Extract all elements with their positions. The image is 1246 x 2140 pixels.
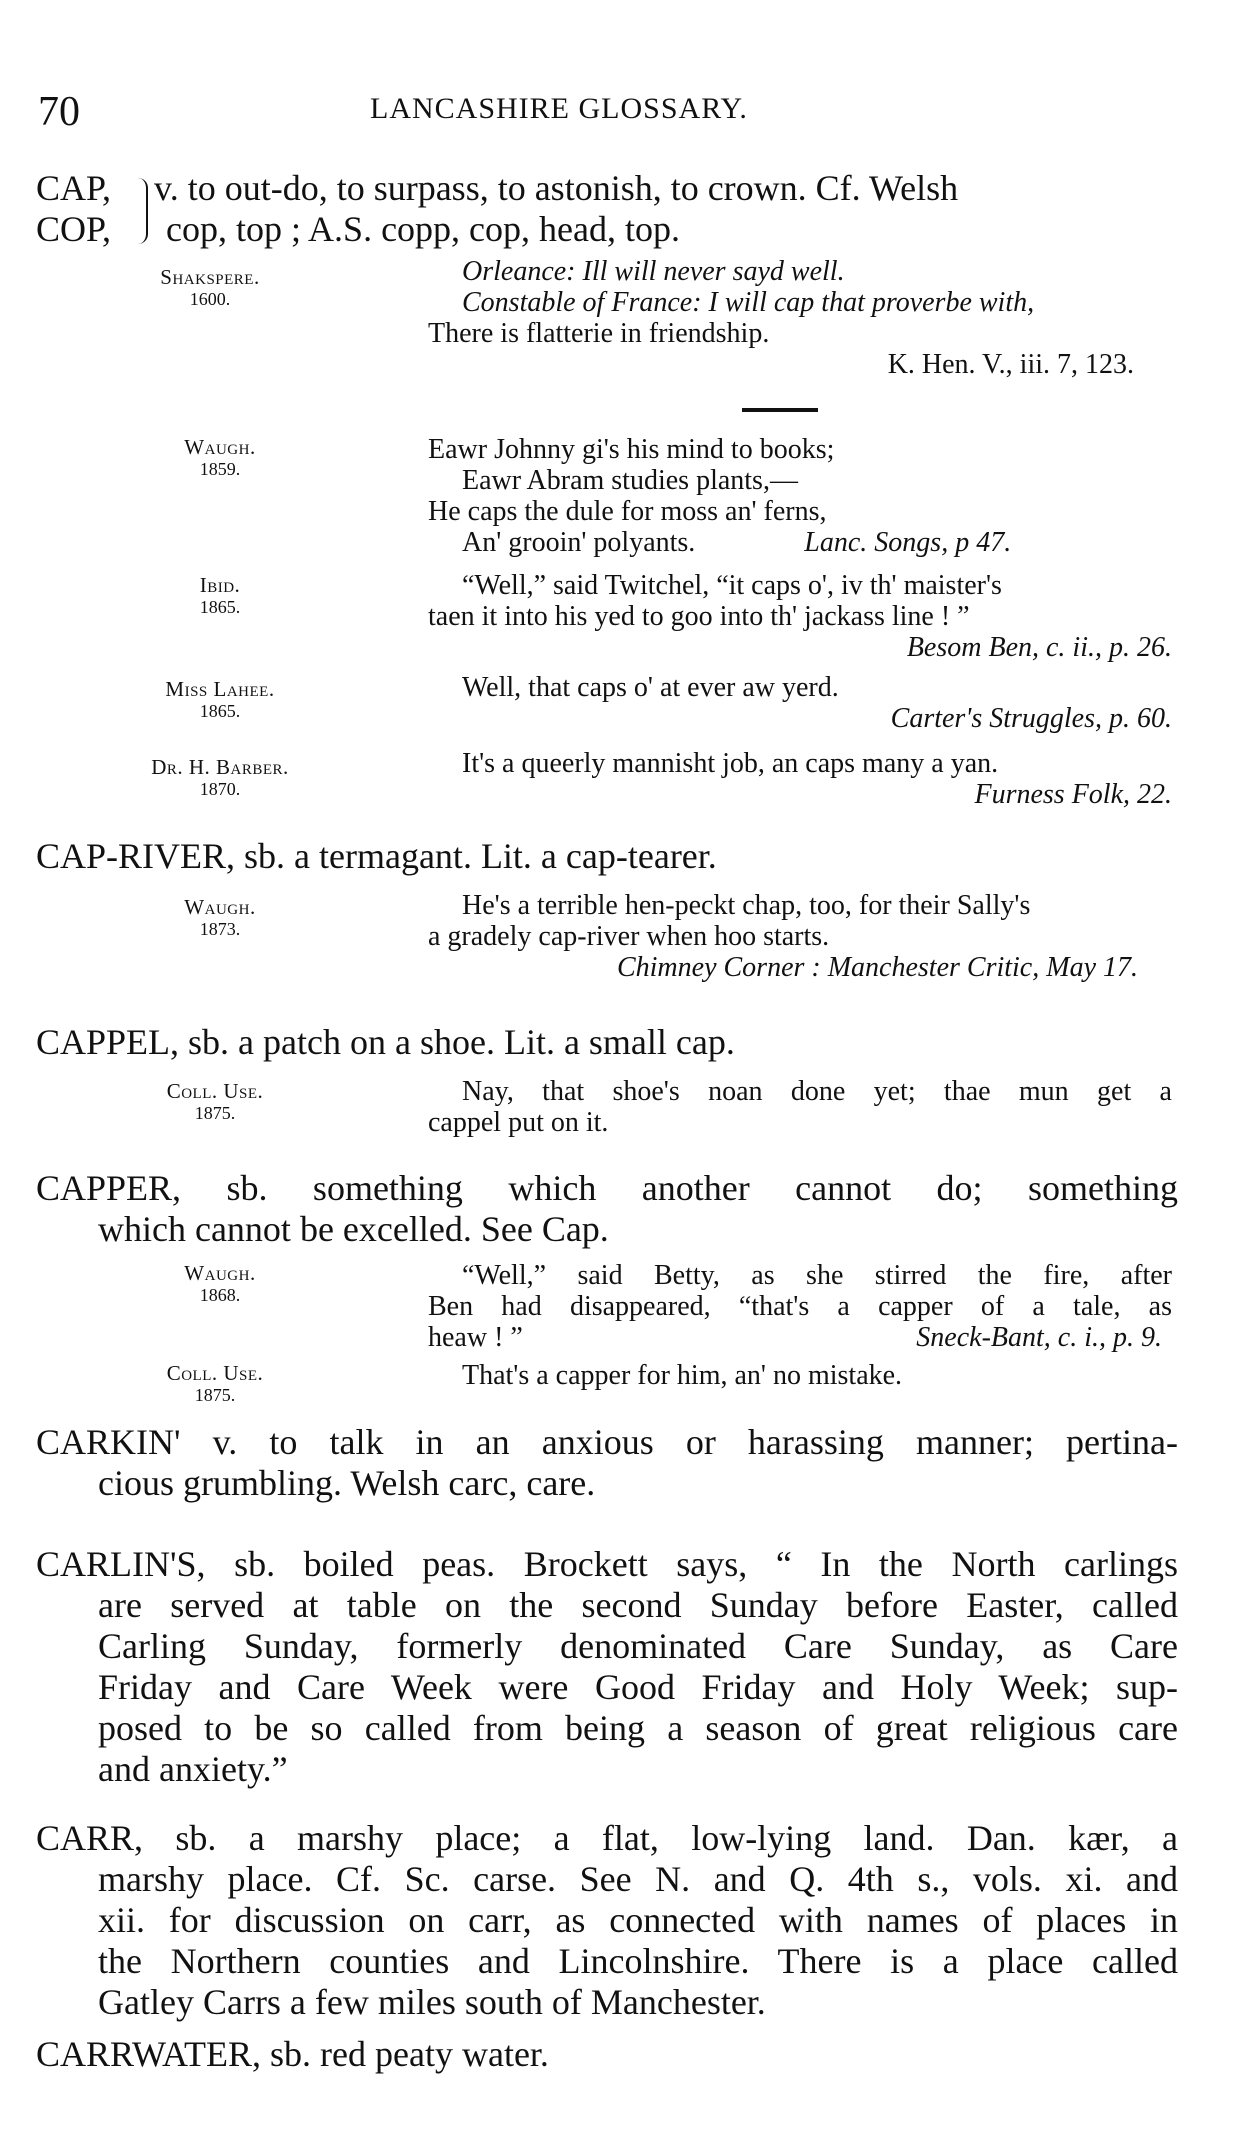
quote-line: An' grooin' polyants. Lanc. Songs, p 47. — [462, 527, 1012, 558]
quote-line: Eawr Johnny gi's his mind to books; — [428, 434, 835, 465]
entry-cap-definition: v. to out-do, to surpass, to astonish, to crown. Cf. Welsh — [154, 168, 959, 208]
citation-year: 1865. — [199, 597, 241, 617]
entry-capper-line1: CAPPER, sb. something which another cannot do; something — [36, 1168, 1178, 1208]
quote-line: Ben had disappeared, “that's a capper of a tale, as — [428, 1291, 1172, 1322]
entry-cappel — [36, 1022, 1178, 1063]
citation-year: 1859. — [199, 459, 241, 479]
entry-carr-line: CARR, sb. a marshy place; a flat, low-lying land. Dan. kær, a — [36, 1818, 1178, 1858]
quote-line: Eawr Abram studies plants,— — [462, 465, 798, 496]
entry-cap-river-line: CAP-RIVER, sb. a termagant. Lit. a cap-tearer. — [36, 836, 717, 876]
citation-coll-use-1875a — [150, 1080, 280, 1124]
entry-cap-etymology: cop, top ; A.S. copp, cop, head, top. — [166, 209, 680, 249]
entry-capper-line2: which cannot be excelled. See Cap. — [98, 1209, 609, 1249]
quote-line: That's a capper for him, an' no mistake. — [462, 1360, 903, 1391]
entry-cap — [36, 168, 1178, 250]
quote-line: Constable of France: I will cap that proverbe with, — [462, 287, 1035, 318]
quote-barber-1870 — [428, 748, 1172, 810]
quote-source: Lanc. Songs, p 47. — [804, 527, 1012, 558]
quote-line: He caps the dule for moss an' ferns, — [428, 496, 827, 527]
citation-author: Shakspere. — [160, 265, 260, 289]
citation-author: Waugh. — [184, 435, 256, 459]
citation-year: 1865. — [199, 701, 241, 721]
citation-year: 1875. — [194, 1385, 236, 1405]
quote-waugh-1868 — [428, 1260, 1172, 1353]
entry-carr-line: Gatley Carrs a few miles south of Manchester. — [98, 1982, 766, 2022]
citation-author: Coll. Use. — [166, 1079, 264, 1103]
quote-line: Orleance: Ill will never sayd well. — [462, 256, 845, 287]
running-title: LANCASHIRE GLOSSARY. — [370, 92, 748, 125]
entry-carkin-line2: cious grumbling. Welsh carc, care. — [98, 1463, 596, 1503]
entry-carlins — [36, 1544, 1178, 1790]
entry-carkin — [36, 1422, 1178, 1504]
citation-waugh-1873 — [165, 896, 275, 940]
entry-carr-line: xii. for discussion on carr, as connected with names of places in — [98, 1900, 1178, 1940]
entry-cap-line1 — [36, 168, 1178, 209]
citation-year: 1873. — [199, 919, 241, 939]
quote-line: “Well,” said Betty, as she stirred the fire, after — [462, 1260, 1172, 1291]
citation-author: Waugh. — [184, 895, 256, 919]
entry-carlins-line: posed to be so called from being a season of great religious care — [98, 1708, 1178, 1748]
quote-lahee-1865 — [428, 672, 1172, 734]
citation-author: Coll. Use. — [166, 1361, 264, 1385]
quote-shakspere — [428, 256, 1172, 380]
headword-cap: CAP, — [36, 168, 112, 208]
quote-coll-1875b — [428, 1360, 1172, 1391]
quote-line: taen it into his yed to goo into th' jackass line ! ” — [428, 601, 970, 632]
entry-carlins-line: Carling Sunday, formerly denominated Care Sunday, as Care — [98, 1626, 1178, 1666]
entry-carr-line: marshy place. Cf. Sc. carse. See N. and Q. 4th s., vols. xi. and — [98, 1859, 1178, 1899]
citation-ibid-1865 — [180, 574, 260, 618]
section-rule — [742, 408, 818, 412]
quote-line: Well, that caps o' at ever aw yerd. — [462, 672, 839, 703]
quote-line: It's a queerly mannisht job, an caps many a yan. — [462, 748, 999, 779]
citation-author: Dr. H. Barber. — [151, 755, 289, 779]
quote-ibid-1865 — [428, 570, 1172, 663]
entry-carr-line: the Northern counties and Lincolnshire. There is a place called — [98, 1941, 1178, 1981]
quote-line: Nay, that shoe's noan done yet; thae mun get a — [462, 1076, 1172, 1107]
quote-source: Sneck-Bant, c. i., p. 9. — [916, 1322, 1162, 1353]
quote-source: Besom Ben, c. ii., p. 26. — [906, 632, 1172, 663]
citation-author: Miss Lahee. — [165, 677, 275, 701]
quote-coll-1875a — [428, 1076, 1172, 1138]
quote-line: There is flatterie in friendship. — [428, 318, 770, 349]
citation-miss-lahee — [145, 678, 295, 722]
entry-carlins-line: CARLIN'S, sb. boiled peas. Brockett says, “ In the North carlings — [36, 1544, 1178, 1584]
quote-line: “Well,” said Twitchel, “it caps o', iv th' maister's — [462, 570, 1002, 601]
citation-waugh-1868 — [165, 1262, 275, 1306]
quote-source: K. Hen. V., iii. 7, 123. — [887, 349, 1134, 380]
headword-cop: COP, — [36, 209, 112, 249]
entry-carlins-line: are served at table on the second Sunday before Easter, called — [98, 1585, 1178, 1625]
page-number: 70 — [38, 89, 80, 135]
entry-cap-line2 — [36, 209, 1178, 250]
quote-line: cappel put on it. — [428, 1107, 609, 1138]
headword-brace — [132, 178, 148, 244]
quote-waugh-1859 — [428, 434, 1172, 558]
entry-capper — [36, 1168, 1178, 1250]
citation-year: 1868. — [199, 1285, 241, 1305]
entry-cap-river — [36, 836, 1178, 877]
citation-year: 1600. — [189, 289, 231, 309]
quote-line: heaw ! ” Sneck-Bant, c. i., p. 9. — [428, 1322, 1172, 1353]
citation-author: Ibid. — [199, 573, 241, 597]
quote-waugh-1873 — [428, 890, 1172, 983]
entry-carlins-line: and anxiety.” — [98, 1749, 288, 1789]
entry-carrwater-line: CARRWATER, sb. red peaty water. — [36, 2034, 549, 2074]
quote-line: He's a terrible hen-peckt chap, too, for their Sally's — [462, 890, 1031, 921]
citation-coll-use-1875b — [150, 1362, 280, 1406]
citation-year: 1870. — [199, 779, 241, 799]
quote-source: Chimney Corner : Manchester Critic, May 17. — [616, 952, 1138, 983]
entry-carrwater — [36, 2034, 1178, 2075]
citation-barber — [120, 756, 320, 800]
entry-carlins-line: Friday and Care Week were Good Friday and Holy Week; sup- — [98, 1667, 1178, 1707]
citation-shakspere — [140, 266, 280, 310]
quote-source: Carter's Struggles, p. 60. — [890, 703, 1172, 734]
quote-line: a gradely cap-river when hoo starts. — [428, 921, 830, 952]
quote-source: Furness Folk, 22. — [974, 779, 1172, 810]
entry-carr — [36, 1818, 1178, 2023]
entry-carkin-line1: CARKIN' v. to talk in an anxious or harassing manner; pertina- — [36, 1422, 1178, 1462]
entry-cappel-line: CAPPEL, sb. a patch on a shoe. Lit. a small cap. — [36, 1022, 735, 1062]
citation-waugh-1859 — [155, 436, 285, 480]
citation-year: 1875. — [194, 1103, 236, 1123]
citation-author: Waugh. — [184, 1261, 256, 1285]
